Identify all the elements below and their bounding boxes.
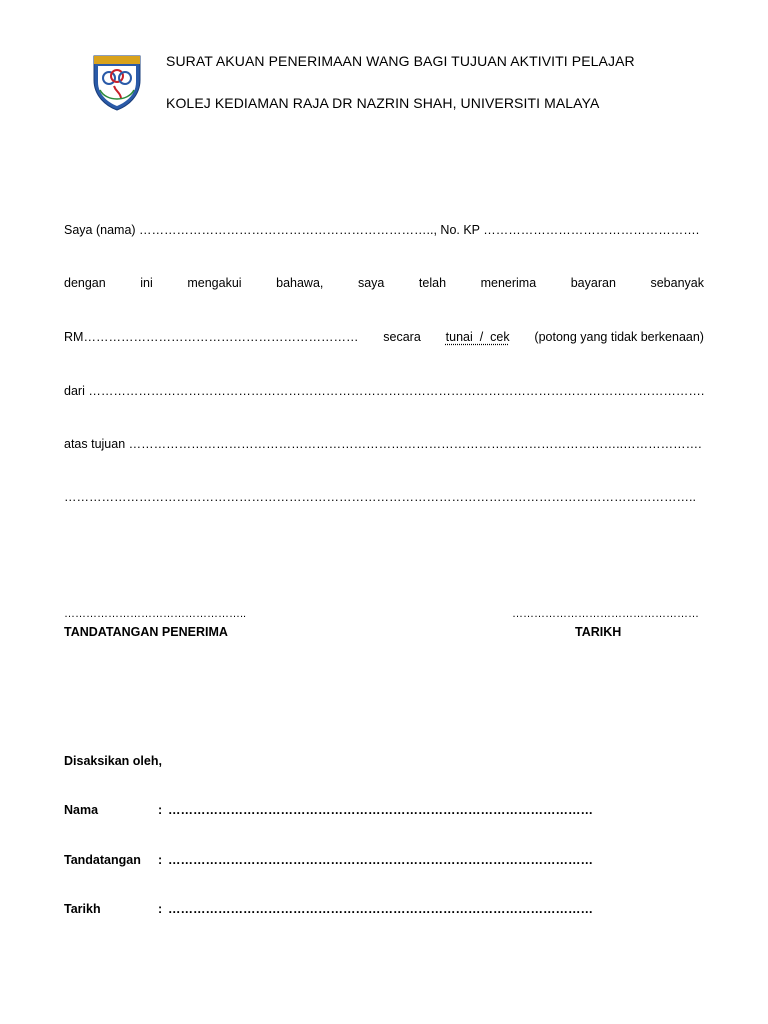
university-logo	[90, 52, 144, 112]
colon: :	[158, 803, 163, 817]
word: sebanyak	[650, 276, 704, 290]
witness-signature-field: …………………………………………………………………………………………	[168, 853, 593, 867]
date-signature-label: TARIKH	[575, 625, 622, 639]
recipient-signature-label: TANDATANGAN PENERIMA	[64, 625, 228, 639]
word: saya	[357, 276, 385, 290]
payment-options: tunai / cek	[445, 330, 510, 344]
purpose-continuation-line: ……………………………………………………………………………………………………………………………………..	[64, 490, 696, 504]
witness-heading: Disaksikan oleh,	[64, 754, 162, 768]
witness-date-row	[64, 902, 593, 916]
witness-name-label: Nama	[64, 803, 99, 817]
witness-signature-row	[64, 853, 593, 867]
recipient-signature-line: …………………………………………..	[64, 608, 247, 620]
witness-signature-label: Tandatangan	[64, 853, 141, 867]
amount-line	[64, 330, 704, 344]
word: telah	[418, 276, 447, 290]
name-ic-line: Saya (nama) …………………………………………………………….., No. KP …………………………………………….	[64, 223, 700, 237]
witness-date-label: Tarikh	[64, 902, 101, 916]
purpose-line: atas tujuan ………………………………………………………………………………………………………..……………….	[64, 437, 702, 451]
source-line: dari ………………………………………………………………………………………………………………………………….	[64, 384, 705, 398]
word: bahawa,	[276, 276, 324, 290]
amount-field: RM…………………………………………………………	[64, 330, 359, 344]
word: bayaran	[570, 276, 616, 290]
word: ini	[140, 276, 153, 290]
acknowledgement-line	[64, 276, 704, 290]
word: dengan	[64, 276, 106, 290]
word: mengakui	[187, 276, 242, 290]
witness-name-row	[64, 803, 593, 817]
colon: :	[158, 853, 163, 867]
witness-date-field: …………………………………………………………………………………………	[168, 902, 593, 916]
document-title: SURAT AKUAN PENERIMAAN WANG BAGI TUJUAN AKTIVITI PELAJAR	[166, 53, 635, 69]
college-name: KOLEJ KEDIAMAN RAJA DR NAZRIN SHAH, UNIVERSITI MALAYA	[166, 95, 600, 111]
colon: :	[158, 902, 163, 916]
payment-method-label: secara	[383, 330, 421, 344]
strike-instruction: (potong yang tidak berkenaan)	[534, 330, 704, 344]
date-signature-line: ……………………………………………	[512, 608, 699, 620]
word: menerima	[480, 276, 537, 290]
witness-name-field: …………………………………………………………………………………………	[168, 803, 593, 817]
